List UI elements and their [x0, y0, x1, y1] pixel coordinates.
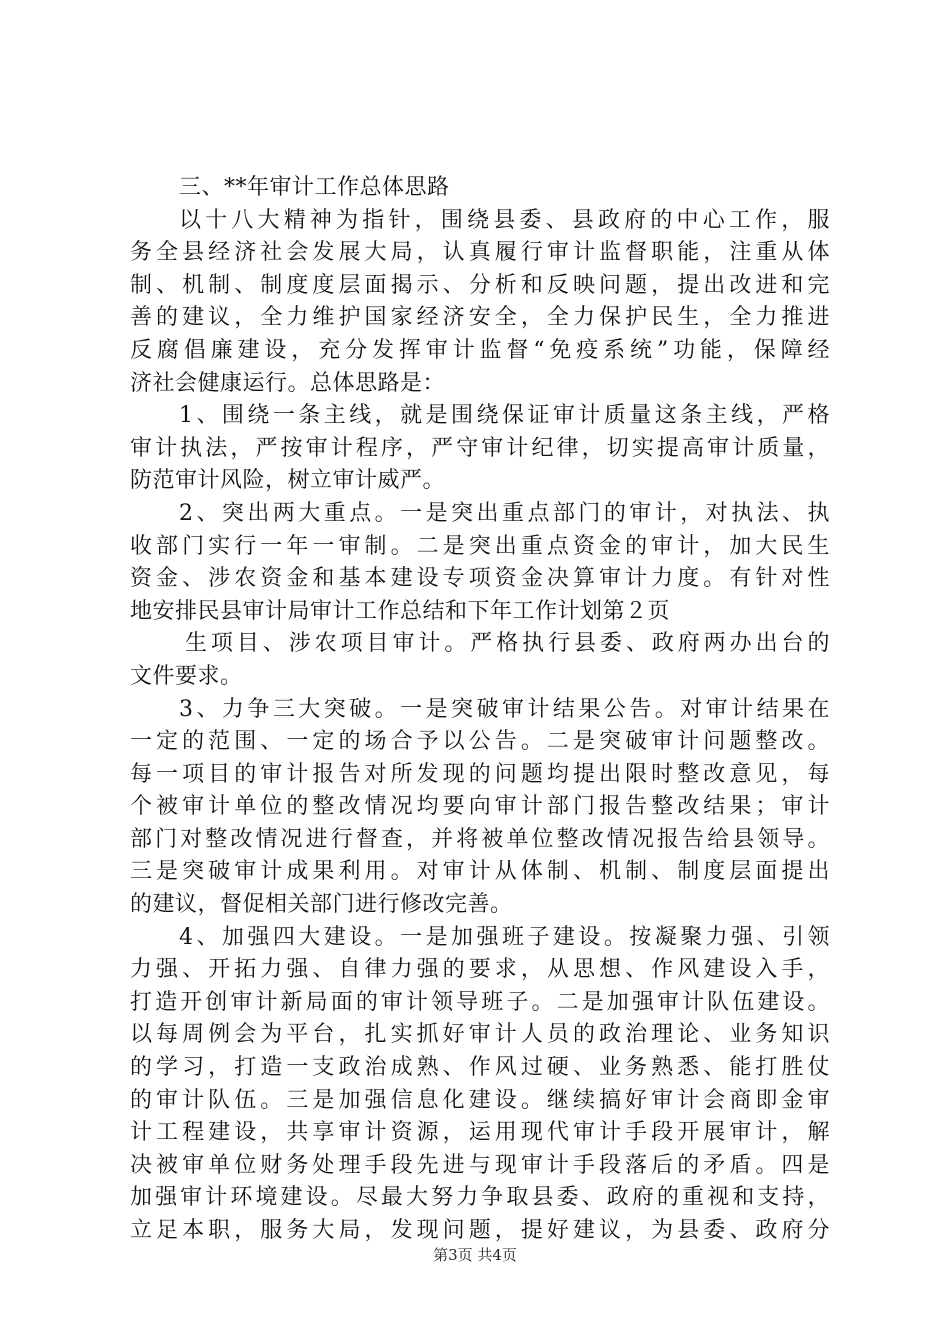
- text-line: 三是突破审计成果利用。对审计从体制、机制、制度层面提出: [130, 859, 830, 885]
- text-line: 收部门实行一年一审制。二是突出重点资金的审计，加大民生: [130, 533, 830, 559]
- text-line: 善的建议，全力维护国家经济安全，全力保护民生，全力推进: [130, 305, 830, 331]
- text-line: 审计执法，严按审计程序，严守审计纪律，切实提高审计质量，: [130, 435, 830, 461]
- text-line: 反腐倡廉建设，充分发挥审计监督“免疫系统”功能，保障经: [130, 337, 830, 363]
- text-line: 三、**年审计工作总体思路: [179, 175, 450, 200]
- text-line: 立足本职，服务大局，发现问题，提好建议，为县委、政府分: [130, 1218, 830, 1243]
- page-footer: 第3页 共4页: [433, 1246, 517, 1264]
- text-line: 决被审单位财务处理手段先进与现审计手段落后的矛盾。四是: [130, 1152, 830, 1178]
- text-line: 资金、涉农资金和基本建设专项资金决算审计力度。有针对性: [130, 566, 830, 592]
- text-line: 一定的范围、一定的场合予以公告。二是突破审计问题整改。: [130, 729, 830, 755]
- text-line: 生项目、涉农项目审计。严格执行县委、政府两办出台的: [185, 631, 830, 657]
- text-line: 以每周例会为平台，扎实抓好审计人员的政治理论、业务知识: [130, 1022, 830, 1048]
- text-line: 务全县经济社会发展大局，认真履行审计监督职能，注重从体: [130, 240, 830, 266]
- text-line: 2、突出两大重点。一是突出重点部门的审计，对执法、执: [179, 500, 830, 526]
- text-line: 地安排民县审计局审计工作总结和下年工作计划第２页: [130, 598, 671, 624]
- text-line: 加强审计环境建设。尽最大努力争取县委、政府的重视和支持，: [130, 1185, 830, 1211]
- text-line: 个被审计单位的整改情况均要向审计部门报告整改结果；审计: [130, 794, 830, 820]
- text-line: 3、力争三大突破。一是突破审计结果公告。对审计结果在: [179, 696, 830, 722]
- text-line: 打造开创审计新局面的审计领导班子。二是加强审计队伍建设。: [130, 989, 830, 1015]
- text-line: 的学习，打造一支政治成熟、作风过硬、业务熟悉、能打胜仗: [130, 1055, 830, 1081]
- text-line: 每一项目的审计报告对所发现的问题均提出限时整改意见，每: [130, 761, 830, 787]
- text-line: 防范审计风险，树立审计威严。: [130, 468, 446, 494]
- text-line: 部门对整改情况进行督查，并将被单位整改情况报告给县领导。: [130, 826, 830, 852]
- text-line: 以十八大精神为指针，围绕县委、县政府的中心工作，服: [179, 207, 830, 233]
- text-line: 济社会健康运行。总体思路是：: [130, 370, 446, 396]
- text-line: 的审计队伍。三是加强信息化建设。继续搞好审计会商即金审: [130, 1087, 830, 1113]
- text-line: 的建议，督促相关部门进行修改完善。: [130, 892, 513, 918]
- text-line: 计工程建设，共享审计资源，运用现代审计手段开展审计，解: [130, 1120, 830, 1146]
- text-line: 文件要求。: [130, 663, 243, 689]
- text-line: 制、机制、制度度层面揭示、分析和反映问题，提出改进和完: [130, 272, 830, 298]
- text-line: 力强、开拓力强、自律力强的要求，从思想、作风建设入手，: [130, 957, 830, 983]
- text-line: 4、加强四大建设。一是加强班子建设。按凝聚力强、引领: [179, 924, 830, 950]
- text-line: 1、围绕一条主线，就是围绕保证审计质量这条主线，严格: [179, 403, 830, 429]
- document-body: [130, 172, 830, 1248]
